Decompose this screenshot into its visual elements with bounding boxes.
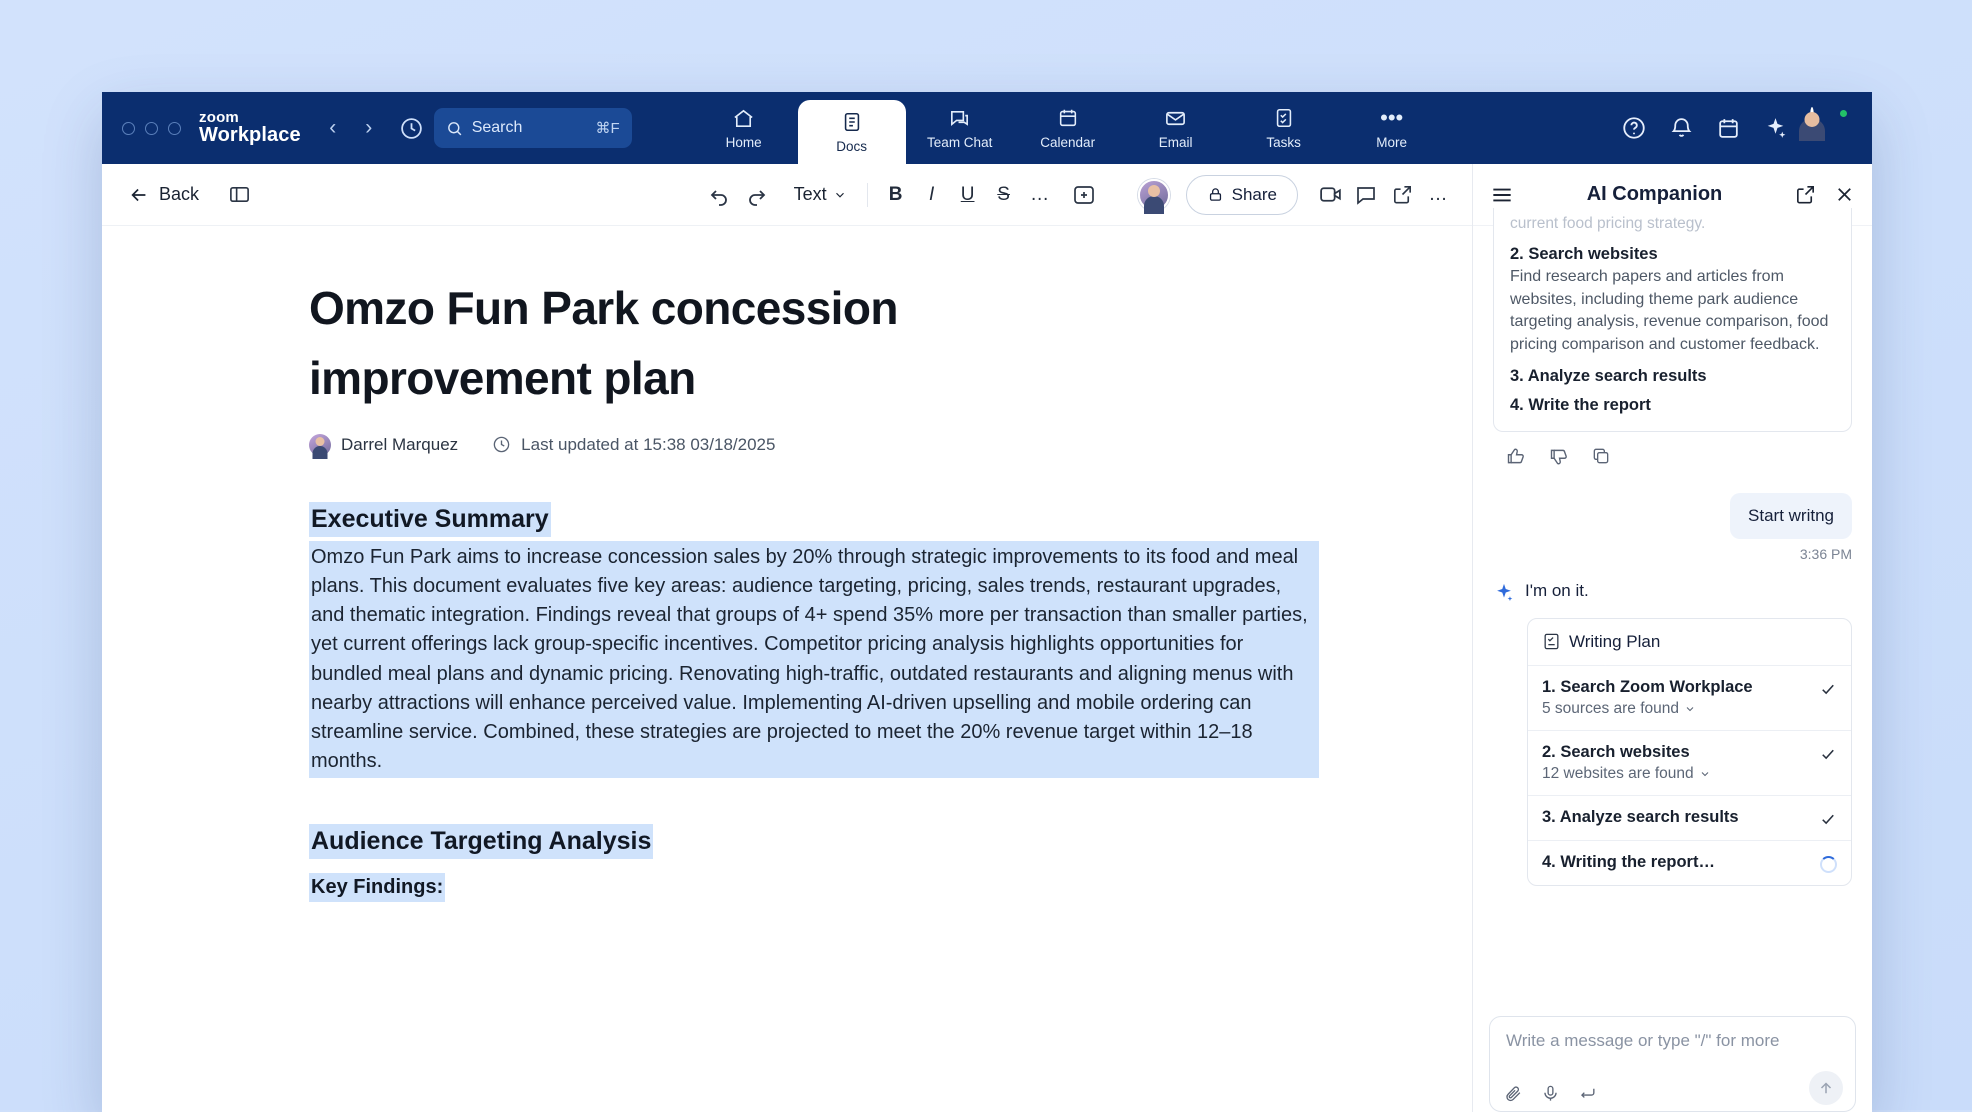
writing-plan-item-3[interactable]: [1528, 796, 1851, 841]
close-window-button[interactable]: [122, 122, 135, 135]
tab-email-label: Email: [1158, 135, 1193, 150]
author-name: Darrel Marquez: [341, 434, 459, 454]
help-icon[interactable]: [1621, 115, 1647, 141]
more-format-button[interactable]: …: [1030, 183, 1050, 205]
window-controls[interactable]: [122, 122, 181, 135]
nav-back-icon[interactable]: ‹: [329, 116, 337, 139]
page-title: Omzo Fun Park concession improvement plan: [309, 282, 898, 404]
user-message-bubble: Start writng: [1730, 493, 1852, 539]
writing-plan-item-4-title: 4. Writing the report…: [1542, 852, 1715, 871]
ai-sparkle-icon: [1493, 582, 1515, 604]
video-icon[interactable]: [1312, 177, 1348, 213]
writing-plan-item-1[interactable]: [1528, 666, 1851, 731]
section-heading-executive-summary: Executive Summary: [309, 502, 551, 537]
thumbs-down-icon[interactable]: [1548, 446, 1569, 467]
history-icon[interactable]: [399, 116, 424, 141]
main-nav-tabs: [690, 92, 1446, 164]
tab-tasks-label: Tasks: [1266, 135, 1301, 150]
section-heading-audience-targeting: Audience Targeting Analysis: [309, 824, 653, 859]
open-external-icon[interactable]: [1384, 177, 1420, 213]
writing-plan-item-3-title: 3. Analyze search results: [1542, 807, 1739, 826]
copy-icon[interactable]: [1591, 446, 1611, 467]
last-updated-text: Last updated at 15:38 03/18/2025: [521, 434, 776, 454]
share-button[interactable]: [1186, 175, 1298, 215]
back-button[interactable]: [120, 178, 207, 212]
mic-icon[interactable]: [1541, 1084, 1560, 1103]
zoom-workplace-logo: [199, 110, 301, 147]
previous-plan-card: [1493, 208, 1852, 432]
tab-team-chat-label: Team Chat: [927, 135, 993, 150]
app-body: [102, 164, 1872, 1112]
previous-plan-step-2-title: 2. Search websites: [1510, 244, 1658, 263]
send-up-icon: [1817, 1079, 1835, 1097]
envelope-icon: [1164, 106, 1187, 130]
italic-button[interactable]: I: [928, 183, 935, 205]
tasks-icon: [1273, 106, 1295, 130]
share-button-label: Share: [1231, 184, 1277, 204]
tab-home[interactable]: [690, 92, 798, 164]
document-pane: [102, 164, 1472, 1112]
thumbs-up-icon[interactable]: [1505, 446, 1526, 467]
message-reactions: [1493, 432, 1852, 467]
app-titlebar: [102, 92, 1872, 164]
assistant-reply-text: I'm on it.: [1525, 580, 1589, 600]
back-button-label: Back: [159, 184, 200, 204]
assistant-message: [1493, 580, 1852, 604]
tab-home-label: Home: [725, 135, 762, 150]
document-metadata: [309, 434, 1319, 456]
chevron-down-icon: [1699, 768, 1711, 780]
previous-plan-step-2-detail: Find research papers and articles from websites, including theme park audience targeting analysis, revenue comparison, food pricing comparison and customer feedback.: [1510, 267, 1829, 354]
writing-plan-item-1-sub[interactable]: 5 sources are found: [1542, 700, 1819, 718]
section-subheading-key-findings: Key Findings:: [309, 873, 445, 902]
calendar-icon: [1057, 106, 1079, 130]
tab-more-label: More: [1376, 135, 1408, 150]
avatar: [1810, 107, 1814, 128]
tab-calendar-label: Calendar: [1040, 135, 1096, 150]
more-options-button[interactable]: …: [1428, 183, 1448, 205]
ai-companion-panel: [1472, 164, 1872, 1112]
calendar-small-icon[interactable]: [1716, 116, 1741, 141]
collaborator-avatar[interactable]: [1138, 179, 1170, 211]
check-icon: [1819, 680, 1837, 698]
bold-button[interactable]: B: [888, 183, 903, 205]
previous-plan-step-3-title: 3. Analyze search results: [1510, 366, 1707, 385]
brand-zoom-text: zoom: [199, 108, 239, 126]
hamburger-icon[interactable]: [1489, 182, 1515, 208]
home-icon: [732, 106, 755, 130]
section-body-executive-summary: Omzo Fun Park aims to increase concession sales by 20% through strategic improvements to its food and meal plans. This document evaluates five key areas: audience targeting, pricing, sales trends, restaurant upgrades, and thematic integration. Findings reveal that groups of 4+ spend 35% more per transaction than smaller parties, yet current offerings lack group-specific incentives. Competitor pricing analysis highlights opportunities for bundled meal plans and dynamic pricing. Renovating high-traffic, outdated restaurants and aligning menus with nearby attractions will enhance perceived value. Implementing AI-driven upselling and mobile ordering can streamline service. Combined, these strategies are projected to meet the 20% revenue target within 12–18 months.: [309, 541, 1319, 779]
profile-avatar[interactable]: [1810, 109, 1848, 147]
search-shortcut-label: ⌘F: [595, 120, 620, 137]
tab-docs-label: Docs: [836, 139, 868, 154]
ellipsis-icon: •••: [1380, 105, 1404, 130]
writing-plan-item-4[interactable]: [1528, 841, 1851, 885]
composer-icons: [1504, 1084, 1597, 1103]
writing-plan-item-2[interactable]: [1528, 731, 1851, 796]
document-scroll-area[interactable]: [102, 226, 1472, 1112]
popout-icon[interactable]: [1794, 183, 1817, 206]
toolbar-divider: [867, 183, 868, 207]
text-style-label: Text: [793, 184, 827, 204]
zoom-workplace-window: [102, 92, 1872, 1112]
undo-icon[interactable]: [702, 177, 738, 213]
tab-team-chat[interactable]: [906, 92, 1014, 164]
enter-icon[interactable]: [1578, 1084, 1597, 1103]
chevron-down-icon: [833, 188, 847, 202]
panel-toggle-icon[interactable]: [221, 177, 257, 213]
nav-forward-icon[interactable]: ›: [365, 116, 373, 139]
lock-icon: [1207, 186, 1224, 203]
ai-message-composer[interactable]: [1489, 1016, 1856, 1112]
ai-sparkle-icon[interactable]: [1763, 116, 1788, 141]
message-timestamp: 3:36 PM: [1799, 545, 1852, 562]
author-avatar: [309, 434, 331, 456]
comment-icon[interactable]: [1348, 177, 1384, 213]
document-icon: [841, 110, 863, 134]
search-icon: [446, 120, 463, 137]
document-toolbar: [102, 164, 1472, 226]
close-icon[interactable]: [1833, 183, 1856, 206]
redo-icon[interactable]: [738, 177, 774, 213]
tab-calendar[interactable]: [1014, 92, 1122, 164]
chat-icon: [948, 106, 971, 130]
text-style-dropdown[interactable]: [784, 178, 857, 211]
tab-email[interactable]: [1122, 92, 1230, 164]
previous-plan-step-4-title: 4. Write the report: [1510, 395, 1651, 414]
check-icon: [1819, 745, 1837, 763]
writing-plan-item-2-title: 2. Search websites: [1542, 742, 1690, 761]
send-button[interactable]: [1809, 1071, 1843, 1105]
chevron-down-icon: [1684, 703, 1696, 715]
ai-conversation[interactable]: [1473, 215, 1872, 998]
tab-tasks[interactable]: [1230, 92, 1338, 164]
bell-icon[interactable]: [1669, 116, 1694, 141]
writing-plan-item-1-title: 1. Search Zoom Workplace: [1542, 677, 1753, 696]
writing-plan-title: Writing Plan: [1569, 631, 1661, 651]
search-placeholder-text: Search: [471, 119, 523, 136]
presence-indicator: [1838, 108, 1849, 119]
minimize-window-button[interactable]: [145, 122, 158, 135]
writing-plan-item-2-sub[interactable]: 12 websites are found: [1542, 765, 1819, 783]
tab-docs[interactable]: [798, 100, 906, 164]
previous-plan-cutoff-text: current food pricing strategy.: [1510, 215, 1706, 232]
loading-spinner-icon: [1820, 856, 1837, 873]
attach-icon[interactable]: [1504, 1084, 1523, 1103]
underline-button[interactable]: U: [960, 183, 975, 205]
tab-more[interactable]: [1338, 92, 1446, 164]
document-content: [309, 274, 1319, 902]
brand-workplace-text: Workplace: [199, 124, 301, 147]
titlebar-right-icons: [1621, 109, 1854, 147]
check-icon: [1819, 810, 1837, 828]
writing-plan-header: [1528, 619, 1851, 666]
search-input[interactable]: [434, 108, 632, 148]
clock-icon: [492, 435, 511, 454]
writing-plan-card: [1527, 618, 1852, 886]
composer-placeholder: Write a message or type "/" for more: [1506, 1031, 1780, 1050]
strikethrough-button[interactable]: S: [997, 183, 1010, 205]
plan-icon: [1542, 632, 1561, 651]
insert-element-button[interactable]: [1066, 177, 1102, 213]
maximize-window-button[interactable]: [168, 122, 181, 135]
arrow-left-icon: [128, 184, 150, 206]
ai-panel-title: AI Companion: [1586, 183, 1723, 205]
